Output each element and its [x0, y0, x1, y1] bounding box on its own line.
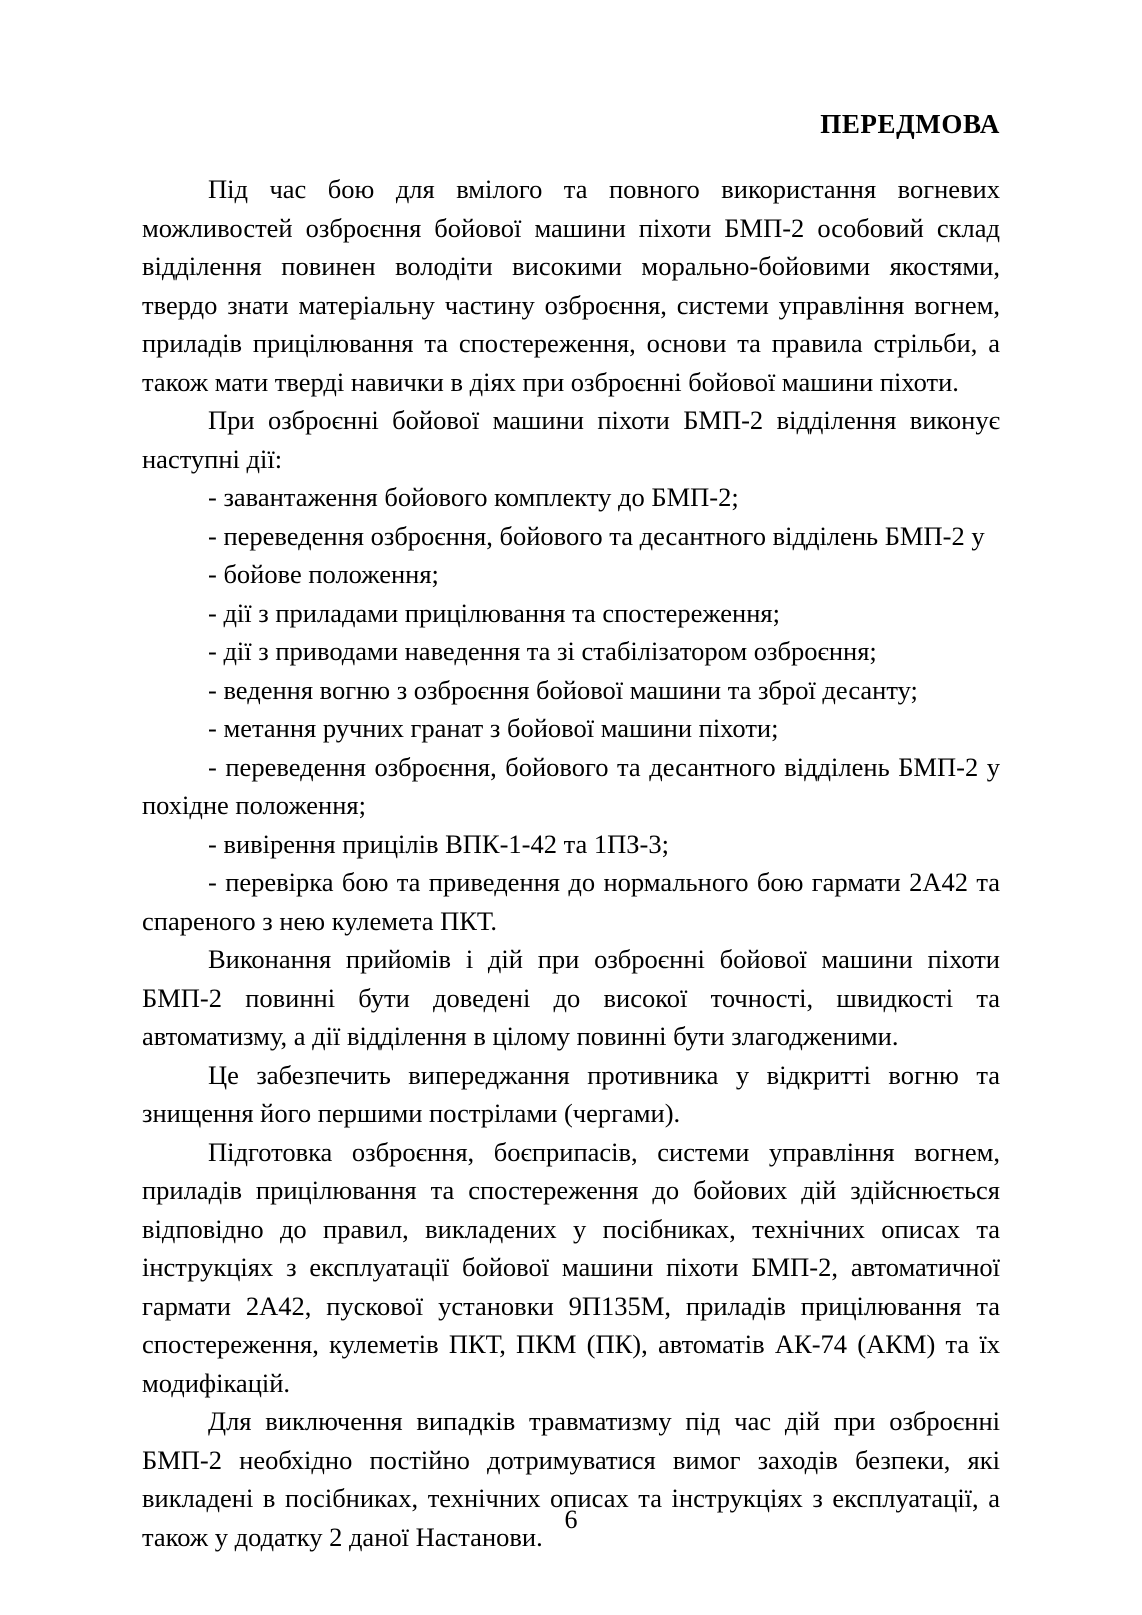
- list-item: - ведення вогню з озброєння бойової машини та зброї десанту;: [208, 674, 918, 705]
- paragraph-precision: Виконання прийомів і дій при озброєнні бойової машини піхоти БМП-2 повинні бути доведені до високої точності, швидкості та автоматизму, а дії відділення в цілому повинні бути злагодженими.: [142, 944, 1000, 1052]
- page-number: 6: [564, 1505, 578, 1534]
- list-item: - вивірення прицілів ВПК-1-42 та 1ПЗ-3;: [208, 828, 669, 859]
- action-list: [142, 478, 1000, 940]
- document-body: [142, 170, 1000, 1556]
- list-item: - переведення озброєння, бойового та десантного відділень БМП-2 у: [208, 520, 985, 551]
- page-content: [142, 0, 1000, 1556]
- paragraph-preparation: Підготовка озброєння, боєприпасів, системи управління вогнем, приладів прицілювання та спостереження до бойових дій здійснюється відповідно до правил, викладених у посібниках, технічних описах та інструкціях з експлуатації бойової машини піхоти БМП-2, автоматичної гармати 2А42, пускової установки 9П135М, приладів прицілювання та спостереження, кулеметів ПКТ, ПКМ (ПК), автоматів АК-74 (АКМ) та їх модифікацій.: [142, 1136, 1000, 1398]
- paragraph-advantage: Це забезпечить випереджання противника у відкритті вогню та знищення його першими пострілами (чергами).: [142, 1059, 1000, 1129]
- page-title: ПЕРЕДМОВА: [820, 109, 1000, 139]
- list-item: - бойове положення;: [208, 559, 439, 590]
- paragraph-actions-lead: При озброєнні бойової машини піхоти БМП-2 відділення виконує наступні дії:: [142, 405, 1000, 474]
- list-item: - дії з приладами прицілювання та спостереження;: [208, 597, 780, 628]
- list-item: - метання ручних гранат з бойової машини піхоти;: [208, 713, 779, 744]
- paragraph-intro: Під час бою для вмілого та повного використання вогневих можливостей озброєння бойової машини піхоти БМП-2 особовий склад відділення повинен володіти високими морально-бойовими якостями, твердо знати матеріальну частину озброєння, системи управління вогнем, приладів прицілювання та спостереження, основи та правила стрільби, а також мати тверді навички в діях при озброєнні бойової машини піхоти.: [142, 174, 1000, 397]
- list-item: - переведення озброєння, бойового та десантного відділень БМП-2 у похідне положення;: [142, 751, 1000, 821]
- list-item: - перевірка бою та приведення до нормального бою гармати 2А42 та спареного з нею кулемета ПКТ.: [142, 867, 1000, 936]
- list-item: - завантаження бойового комплекту до БМП-2;: [208, 482, 739, 513]
- list-item: - дії з приводами наведення та зі стабілізатором озброєння;: [208, 636, 877, 667]
- paragraph-safety: Для виключення випадків травматизму під час дій при озброєнні БМП-2 необхідно постійно дотримуватися вимог заходів безпеки, які викладені в посібниках, технічних описах та інструкціях з експлуатації, а також у додатку 2 даної Настанови.: [142, 1406, 1000, 1552]
